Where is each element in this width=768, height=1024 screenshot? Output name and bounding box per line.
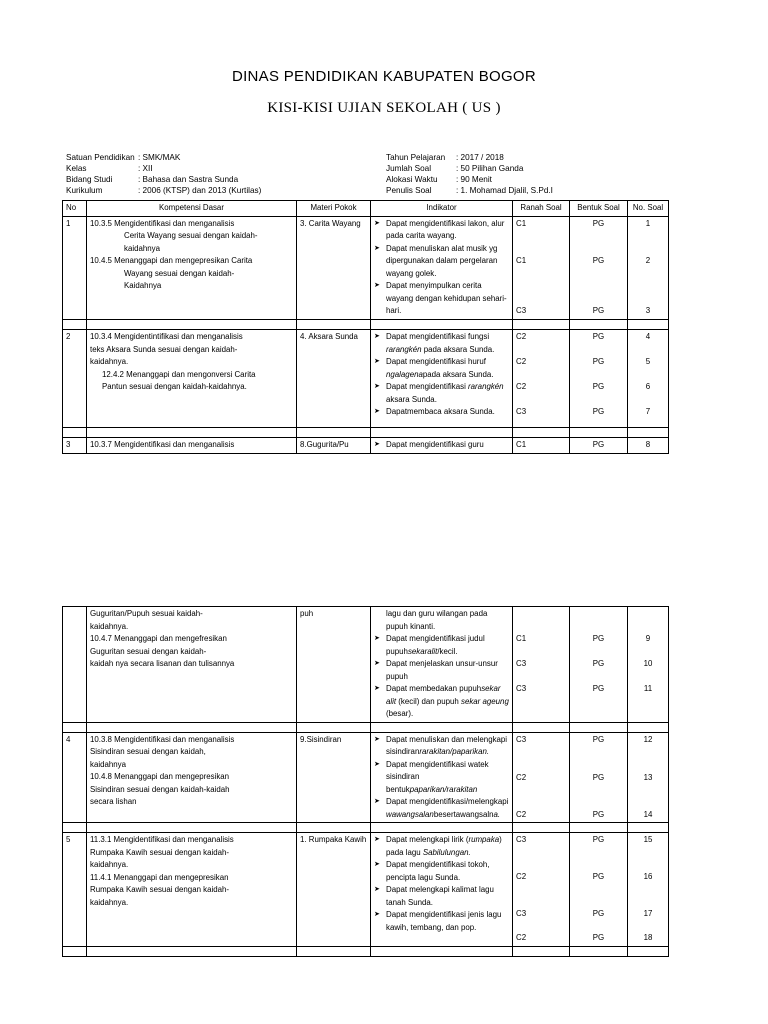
meta-value: : Bahasa dan Sastra Sunda — [138, 175, 239, 184]
kd-line: 11.4.1 Menanggapi dan mengepresikan — [90, 872, 229, 882]
bentuk-soal — [570, 833, 628, 947]
table-row — [63, 330, 669, 428]
ranah-value: C2 — [516, 872, 527, 881]
bentuk-value: PG — [592, 255, 605, 265]
materi-pokok: 8.Gugurita/Pu — [297, 438, 371, 454]
bentuk-value: PG — [592, 809, 605, 819]
no-soal-value: 16 — [643, 872, 653, 881]
kd-line: Sisindiran sesuai dengan kaidah, — [90, 747, 206, 756]
ranah-value: C3 — [516, 835, 527, 844]
arrow-bullet-icon: ➤ — [374, 660, 380, 667]
kd-line: 11.3.1 Mengidentifikasi dan menganalisis — [90, 835, 234, 844]
indikator — [371, 732, 513, 823]
kd-line: 10.3.8 Mengidentifikasi dan menganalisis — [90, 734, 235, 744]
no-soal-value: 17 — [643, 909, 653, 918]
meta-value: : SMK/MAK — [138, 153, 181, 162]
indikator-item: Dapat mengidentifikasi/melengkapi wawangsalanbesertawangsalna. — [386, 797, 509, 819]
kd-line: 10.4.7 Menanggapi dan mengefresikan — [90, 634, 227, 643]
meta-value: : 1. Mohamad Djalil, S.Pd.I — [456, 186, 553, 195]
indikator-item: Dapatmembaca aksara Sunda. — [386, 407, 495, 416]
kd-line: Rumpaka Kawih sesuai dengan kaidah- — [90, 885, 230, 894]
no-soal-value: 5 — [645, 357, 651, 366]
no-soal-value: 18 — [643, 933, 653, 942]
ranah-value: C2 — [516, 809, 527, 819]
page-subtitle: KISI-KISI UJIAN SEKOLAH ( US ) — [267, 100, 501, 116]
kompetensi-dasar — [87, 732, 297, 823]
indikator-item: Dapat mengidentifikasi watek sisindiran bentukpaparikan/rarakitan — [386, 759, 489, 794]
no-soal-value: 9 — [645, 634, 651, 643]
meta-label: Kelas — [66, 164, 87, 173]
meta-left — [66, 152, 261, 196]
meta-value: : 2017 / 2018 — [456, 153, 504, 162]
no-soal-value: 14 — [643, 809, 653, 819]
spacer-row — [63, 722, 669, 732]
kd-line: 10.3.5 Mengidentifikasi dan menganalisis — [90, 218, 235, 228]
arrow-bullet-icon: ➤ — [374, 282, 380, 289]
indikator-item: Dapat melengkapi lirik (rumpaka) pada lagu Sabilulungan. — [386, 835, 502, 857]
kisi-kisi-table-1 — [62, 200, 669, 454]
arrow-bullet-icon: ➤ — [374, 383, 380, 390]
no-soal — [628, 330, 669, 428]
kisi-kisi-table-2 — [62, 606, 669, 957]
bentuk-soal: PG — [570, 438, 628, 454]
indikator-item: Dapat menuliskan dan melengkapi sisindiranrarakitan/paparikan. — [386, 734, 508, 756]
meta-right — [386, 152, 553, 196]
bentuk-value: PG — [592, 357, 605, 366]
meta-label: Tahun Pelajaran — [386, 153, 446, 162]
row-no: 2 — [63, 330, 87, 428]
arrow-bullet-icon: ➤ — [374, 735, 380, 743]
meta-label: Satuan Pendidikan — [66, 153, 135, 162]
arrow-bullet-icon: ➤ — [374, 635, 380, 642]
meta-label: Bidang Studi — [66, 175, 113, 184]
bentuk-value: PG — [592, 909, 605, 918]
meta-label: Jumlah Soal — [386, 164, 432, 173]
spacer-row — [63, 823, 669, 833]
no-soal — [628, 607, 669, 723]
bentuk-value: PG — [592, 835, 605, 844]
kd-line: Wayang sesuai dengan kaidah- — [124, 268, 235, 278]
bentuk-soal — [570, 216, 628, 320]
kd-line: Sisindiran sesuai dengan kaidah-kaidah — [90, 784, 230, 794]
no-soal-value: 13 — [643, 772, 653, 782]
no-soal-value: 10 — [643, 659, 653, 668]
meta-value: : 2006 (KTSP) dan 2013 (Kurtilas) — [138, 186, 262, 195]
meta-label: Alokasi Waktu — [386, 175, 438, 184]
kompetensi-dasar — [87, 833, 297, 947]
kompetensi-dasar — [87, 216, 297, 320]
kd-line: kaidahnya — [124, 243, 160, 253]
table-header-row — [63, 201, 669, 217]
kd-line: 10.4.5 Menanggapi dan mengepresikan Carita — [90, 256, 253, 265]
no-soal — [628, 833, 669, 947]
indikator — [371, 438, 513, 454]
no-soal-value: 3 — [645, 305, 651, 315]
indikator-item: lagu dan guru wilangan pada pupuh kinanti. — [386, 609, 488, 631]
arrow-bullet-icon: ➤ — [374, 886, 380, 893]
bentuk-value: PG — [592, 332, 605, 341]
bentuk-value: PG — [592, 218, 605, 228]
arrow-bullet-icon: ➤ — [374, 861, 380, 868]
kd-line: 10.3.4 Mengidentintifikasi dan menganalisis — [90, 332, 243, 341]
bentuk-value: PG — [592, 933, 605, 942]
kd-line: kaidahnya. — [90, 621, 129, 631]
col-header-no: No — [63, 201, 87, 217]
ranah-soal — [513, 607, 570, 723]
kompetensi-dasar — [87, 330, 297, 428]
arrow-bullet-icon: ➤ — [374, 244, 380, 252]
ranah-soal: C1 — [513, 438, 570, 454]
materi-pokok: 4. Aksara Sunda — [297, 330, 371, 428]
bentuk-soal — [570, 607, 628, 723]
col-header-kd: Kompetensi Dasar — [87, 201, 297, 217]
kd-line: 12.4.2 Menanggapi dan mengonversi Carita — [102, 369, 256, 379]
kd-line: kaidahnya. — [90, 897, 129, 907]
indikator — [371, 833, 513, 947]
table-row — [63, 438, 669, 454]
ranah-soal — [513, 732, 570, 823]
meta-label: Penulis Soal — [386, 186, 432, 195]
indikator-item: Dapat mengidentifikasi tokoh, pencipta lagu Sunda. — [386, 860, 490, 882]
arrow-bullet-icon: ➤ — [374, 798, 380, 805]
indikator-item: Dapat mengidentifikasi rarangkén aksara Sunda. — [386, 382, 504, 404]
col-header-materi: Materi Pokok — [297, 201, 371, 217]
ranah-value: C2 — [516, 332, 527, 341]
ranah-soal — [513, 330, 570, 428]
indikator — [371, 216, 513, 320]
arrow-bullet-icon: ➤ — [374, 441, 380, 448]
table-row — [63, 216, 669, 320]
no-soal-value: 4 — [645, 332, 651, 341]
no-soal-value: 12 — [643, 734, 653, 744]
no-soal-value: 11 — [643, 684, 653, 693]
ranah-value: C3 — [516, 734, 527, 744]
indikator-item: Dapat mengidentifikasi lakon, alur pada carita wayang. — [386, 218, 505, 240]
indikator-item: Dapat mengidentifikasi fungsi rarangkén pada aksara Sunda. — [386, 332, 495, 354]
kompetensi-dasar: 10.3.7 Mengidentifikasi dan menganalisis — [87, 438, 297, 454]
ranah-soal — [513, 216, 570, 320]
ranah-value: C3 — [516, 684, 527, 693]
arrow-bullet-icon: ➤ — [374, 911, 380, 918]
spacer-row — [63, 946, 669, 956]
spacer-row — [63, 320, 669, 330]
kd-line: kaidahnya — [90, 759, 126, 769]
ranah-value: C3 — [516, 659, 527, 668]
indikator-item: Dapat menuliskan alat musik yg dipergunakan dalam pergelaran wayang golek. — [386, 243, 498, 278]
no-soal-value: 7 — [645, 407, 651, 416]
arrow-bullet-icon: ➤ — [374, 333, 380, 340]
indikator-item: Dapat melengkapi kalimat lagu tanah Sunda. — [386, 885, 494, 907]
ranah-value: C3 — [516, 305, 527, 315]
no-soal — [628, 732, 669, 823]
ranah-soal — [513, 833, 570, 947]
arrow-bullet-icon: ➤ — [374, 760, 380, 768]
row-no: 1 — [63, 216, 87, 320]
ranah-value: C1 — [516, 255, 527, 265]
bentuk-soal — [570, 732, 628, 823]
arrow-bullet-icon: ➤ — [374, 685, 380, 692]
indikator-item: Dapat membedakan pupuhsekar alit (kecil) dan pupuh sekar ageung (besar). — [386, 684, 509, 718]
materi-pokok: 3. Carita Wayang — [297, 216, 371, 320]
bentuk-value: PG — [592, 684, 605, 693]
meta-value: : XII — [138, 164, 153, 173]
kd-line: Kaidahnya — [124, 281, 162, 290]
ranah-value: C3 — [516, 909, 527, 918]
bentuk-value: PG — [592, 872, 605, 881]
bentuk-value: PG — [592, 634, 605, 643]
kd-line: Cerita Wayang sesuai dengan kaidah- — [124, 231, 258, 240]
indikator-item: Dapat mengidentifikasi jenis lagu kawih, tembang, dan pop. — [386, 910, 502, 932]
indikator-item: Dapat mengidentifikasi huruf ngalagenapada aksara Sunda. — [386, 357, 494, 379]
page-title: DINAS PENDIDIKAN KABUPATEN BOGOR — [231, 68, 537, 85]
bentuk-value: PG — [592, 734, 605, 744]
col-header-ranah: Ranah Soal — [513, 201, 570, 217]
ranah-value: C2 — [516, 382, 527, 391]
materi-pokok: puh — [297, 607, 371, 723]
ranah-value: C1 — [516, 218, 527, 228]
kd-line: secara lishan — [90, 797, 137, 806]
bentuk-value: PG — [592, 407, 605, 416]
indikator-item: Dapat mengidentifikasi judul pupuhsekaralit/kecil. — [386, 634, 485, 656]
row-no: 4 — [63, 732, 87, 823]
kompetensi-dasar — [87, 607, 297, 723]
bentuk-value: PG — [592, 659, 605, 668]
no-soal-value: 15 — [643, 835, 653, 844]
ranah-value: C2 — [516, 357, 527, 366]
table-row — [63, 607, 669, 723]
no-soal-value: 1 — [645, 218, 651, 228]
indikator — [371, 607, 513, 723]
kd-line: Guguritan/Pupuh sesuai kaidah- — [90, 609, 203, 618]
kd-line: Pantun sesuai dengan kaidah-kaidahnya. — [102, 382, 247, 391]
row-no: 5 — [63, 833, 87, 947]
meta-value: : 50 Pilihan Ganda — [456, 164, 524, 173]
ranah-value: C1 — [516, 634, 527, 643]
kd-line: kaidahnya. — [90, 357, 129, 366]
no-soal-value: 2 — [645, 255, 651, 265]
indikator-item: Dapat menjelaskan unsur-unsur pupuh — [386, 659, 498, 681]
bentuk-soal — [570, 330, 628, 428]
col-header-indikator: Indikator — [371, 201, 513, 217]
indikator-item: Dapat mengidentifikasi guru — [386, 440, 484, 449]
arrow-bullet-icon: ➤ — [374, 408, 380, 415]
no-soal — [628, 216, 669, 320]
kd-line: Guguritan sesuai dengan kaidah- — [90, 646, 207, 656]
no-soal: 8 — [628, 438, 669, 454]
bentuk-value: PG — [592, 382, 605, 391]
table-row — [63, 732, 669, 823]
indikator-item: Dapat menyimpulkan cerita wayang dengan kehidupan sehari-hari. — [386, 281, 507, 315]
ranah-value: C2 — [516, 933, 527, 942]
kd-line: 10.4.8 Menanggapi dan mengepresikan — [90, 772, 230, 781]
kd-line: Rumpaka Kawih sesuai dengan kaidah- — [90, 847, 230, 857]
arrow-bullet-icon: ➤ — [374, 358, 380, 365]
no-soal-value: 6 — [645, 382, 651, 391]
materi-pokok: 9.Sisindiran — [297, 732, 371, 823]
row-no: 3 — [63, 438, 87, 454]
meta-label: Kurikulum — [66, 186, 103, 195]
bentuk-value: PG — [592, 305, 605, 315]
kd-line: teks Aksara Sunda sesuai dengan kaidah- — [90, 344, 238, 354]
ranah-value: C2 — [516, 772, 527, 782]
kd-line: kaidahnya. — [90, 860, 129, 869]
kd-line: kaidah nya secara lisanan dan tulisannya — [90, 659, 235, 668]
col-header-no-soal: No. Soal — [628, 201, 669, 217]
row-no — [63, 607, 87, 723]
col-header-bentuk: Bentuk Soal — [570, 201, 628, 217]
spacer-row — [63, 428, 669, 438]
table-row — [63, 833, 669, 947]
ranah-value: C3 — [516, 407, 527, 416]
materi-pokok: 1. Rumpaka Kawih — [297, 833, 371, 947]
arrow-bullet-icon: ➤ — [374, 219, 380, 227]
indikator — [371, 330, 513, 428]
meta-value: : 90 Menit — [456, 175, 492, 184]
arrow-bullet-icon: ➤ — [374, 836, 380, 843]
bentuk-value: PG — [592, 772, 605, 782]
